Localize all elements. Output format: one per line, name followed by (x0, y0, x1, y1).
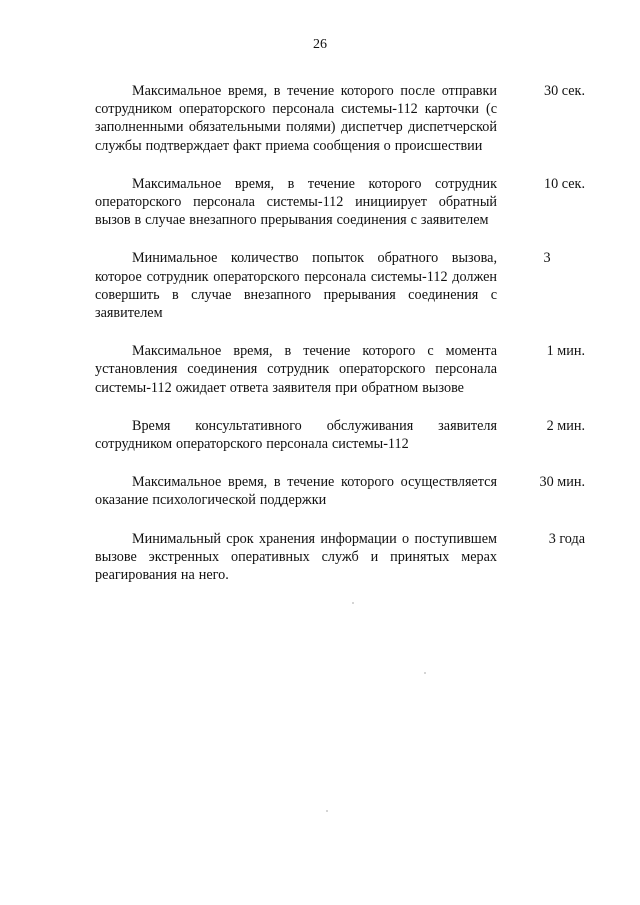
scan-speck (326, 810, 328, 812)
parameter-row (95, 473, 585, 509)
parameter-description: Минимальный срок хранения информации о поступившем вызове экстренных оперативных служб и принятых мерах реагирования на него. (95, 530, 497, 584)
parameter-description: Минимальное количество попыток обратного вызова, которое сотрудник операторского персонала системы-112 должен совершить в случае внезапного прерывания соединения с заявителем (95, 250, 497, 322)
parameter-description: Максимальное время, в течение которого с момента установления соединения сотрудник операторского персонала системы-112 ожидает ответа заявителя при обратном вызове (95, 343, 497, 396)
parameter-value: 30 мин. (539, 474, 585, 491)
parameter-description: Максимальное время, в течение которого сотрудник операторского персонала системы-112 инициирует обратный вызов в случае внезапного прерывания соединения с заявителем (95, 175, 497, 229)
scan-speck (424, 672, 426, 674)
parameter-description: Максимальное время, в течение которого осуществляется оказание психологической поддержки (95, 474, 497, 509)
scan-speck (352, 602, 354, 604)
parameter-row (95, 249, 585, 322)
parameter-description: Максимальное время, в течение которого после отправки сотрудником операторского персонала системы-112 карточки (с заполненными обязательными полями) диспетчер диспетчерской службы подтверждает факт приема сообщения о происшествии (95, 83, 497, 154)
parameter-value: 30 сек. (544, 83, 585, 99)
parameter-value: 1 мин. (546, 343, 585, 360)
parameter-row (95, 417, 585, 453)
parameter-description: Время консультативного обслуживания заявителя сотрудником операторского персонала системы-112 (95, 417, 497, 453)
page-number: 26 (313, 37, 327, 52)
parameter-value: 10 сек. (544, 175, 585, 192)
parameter-value: 3 года (548, 530, 585, 547)
parameter-row (95, 175, 585, 230)
parameter-value: 2 мин. (546, 417, 585, 434)
parameter-row (95, 82, 585, 155)
parameter-row (95, 342, 585, 397)
parameters-list (95, 82, 585, 604)
parameter-row (95, 530, 585, 585)
parameter-value: 3 (543, 250, 551, 267)
